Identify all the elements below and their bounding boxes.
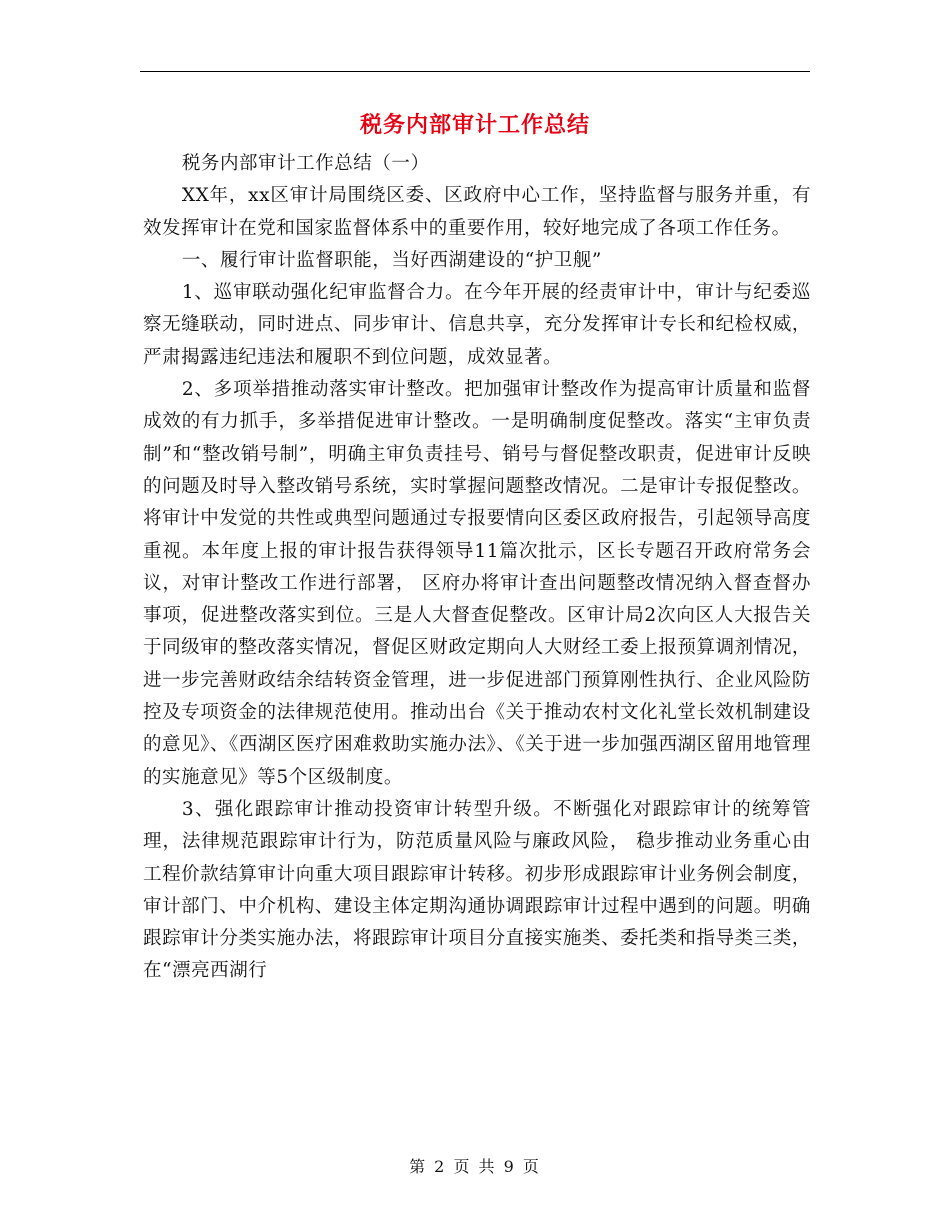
header-rule <box>140 71 810 72</box>
subtitle-paragraph: 税务内部审计工作总结（一） <box>181 153 430 174</box>
page-number-footer: 第 2 页 共 9 页 <box>409 1157 541 1176</box>
document-body <box>143 148 811 988</box>
body-paragraph: 1、巡审联动强化纪审监督合力。在今年开展的经责审计中，审计与纪委巡察无缝联动，同时进点、同步审计、信息共享，充分发挥审计专长和纪检权威，严肃揭露违纪违法和履职不到位问题，成效显著。 <box>143 282 811 368</box>
section-heading-1: 一、履行审计监督职能，当好西湖建设的“护卫舰” <box>181 249 602 271</box>
body-paragraph: 3、强化跟踪审计推动投资审计转型升级。不断强化对跟踪审计的统筹管理，法律规范跟踪审计行为，防范质量风险与廉政风险， 稳步推动业务重心由工程价款结算审计向重大项目跟踪审计转移。初步形成跟踪审计业务例会制度，审计部门、中介机构、建设主体定期沟通协调跟踪审计过程中遇到的问题。明确跟踪审计分类实施办法，将跟踪审计项目分直接实施类、委托类和指导类三类，在“漂亮西湖行 <box>143 798 811 982</box>
body-paragraph: 2、多项举措推动落实审计整改。把加强审计整改作为提高审计质量和监督成效的有力抓手，多举措促进审计整改。一是明确制度促整改。落实“主审负责制”和“整改销号制”，明确主审负责挂号、销号与督促整改职责，促进审计反映的问题及时导入整改销号系统，实时掌握问题整改情况。二是审计专报促整改。将审计中发觉的共性或典型问题通过专报要情向区委区政府报告，引起领导高度重视。本年度上报的审计报告获得领导11篇次批示，区长专题召开政府常务会议，对审计整改工作进行部署， 区府办将审计查出问题整改情况纳入督查督办事项，促进整改落实到位。三是人大督查促整改。区审计局2次向区人大报告关于同级审的整改落实情况，督促区财政定期向人大财经工委上报预算调剂情况，进一步完善财政结余结转资金管理，进一步促进部门预算刚性执行、企业风险防控及专项资金的法律规范使用。推动出台《关于推动农村文化礼堂长效机制建设的意见》、《西湖区医疗困难救助实施办法》、《关于进一步加强西湖区留用地管理的实施意见》等5个区级制度。 <box>143 379 811 788</box>
document-title: 税务内部审计工作总结 <box>359 112 590 138</box>
intro-paragraph: XX年，xx区审计局围绕区委、区政府中心工作，坚持监督与服务并重，有效发挥审计在党和国家监督体系中的重要作用，较好地完成了各项工作任务。 <box>143 185 811 239</box>
